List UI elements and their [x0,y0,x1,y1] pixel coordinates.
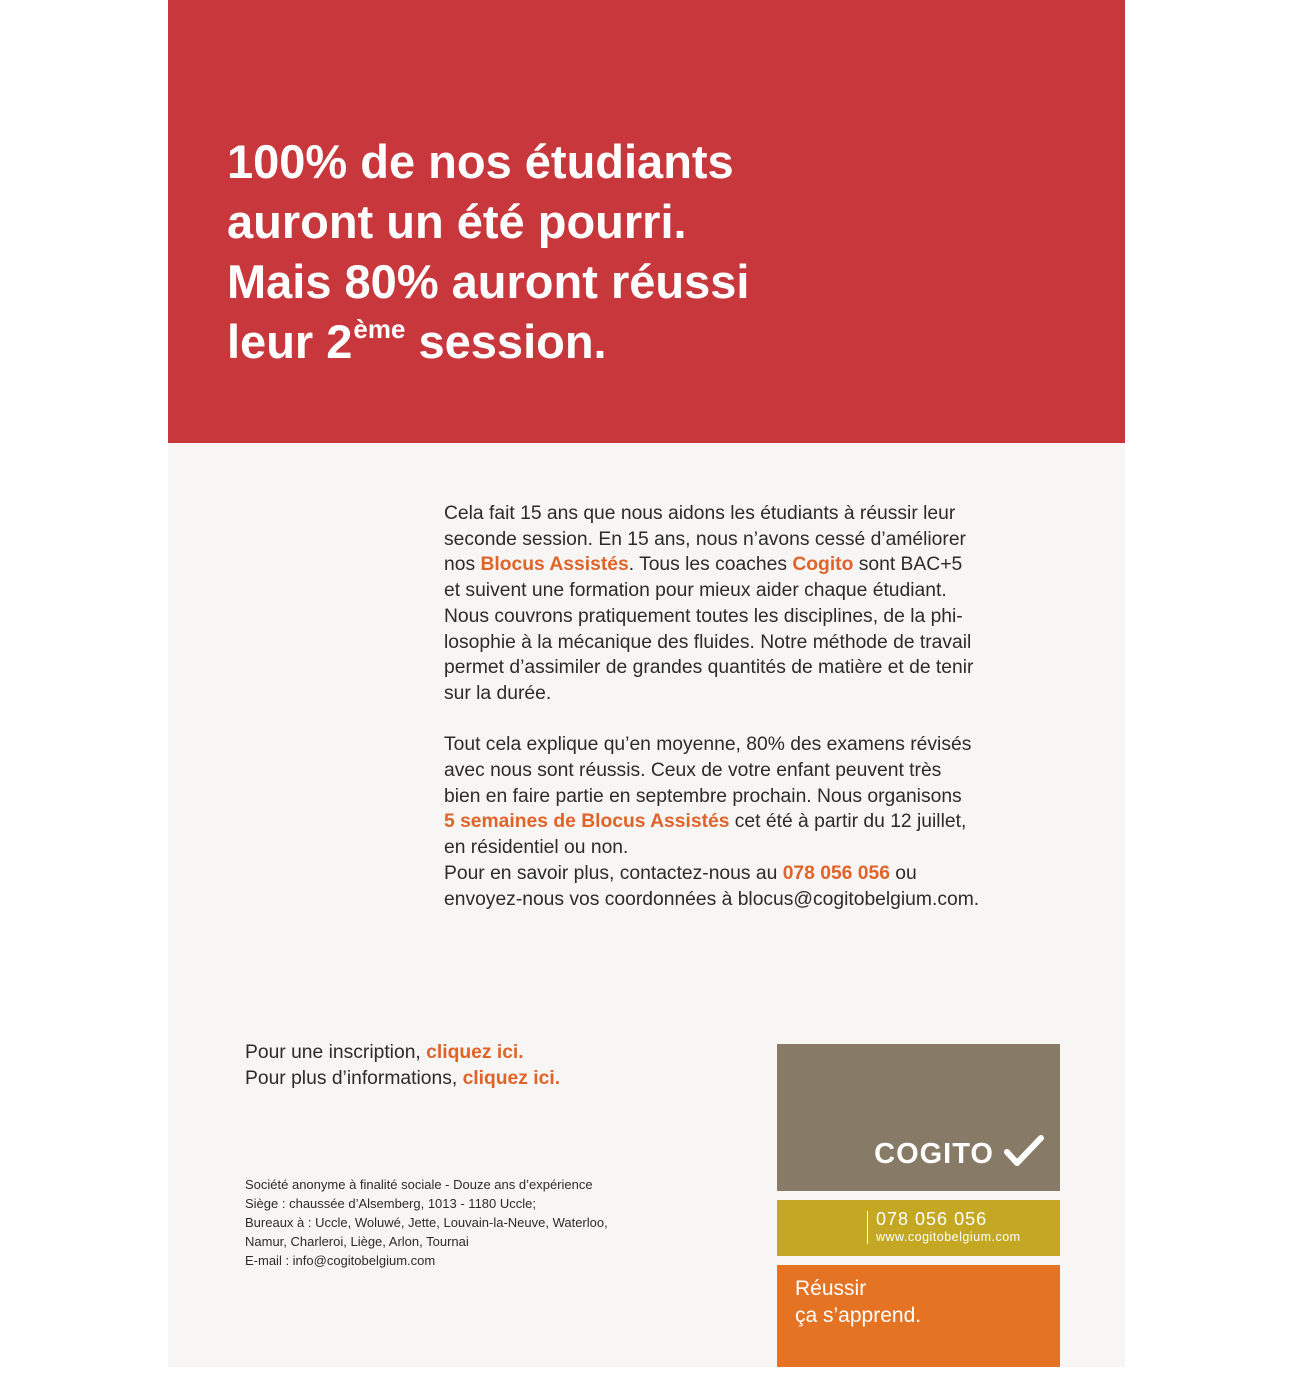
contact-divider [867,1211,868,1244]
body-p1-line-7: permet d’assimiler de grandes quantités de matière et de tenir [444,657,974,679]
contact-website: www.cogitobelgium.com [876,1230,1021,1244]
body-p1-line-5: Nous couvrons pratiquement toutes les disciplines, de la phi- [444,605,963,627]
body-p2-line-3: bien en faire partie en septembre prochain. Nous organisons [444,785,962,807]
body-text [444,501,1064,912]
slogan-line-2: ça s’apprend. [795,1304,922,1327]
body-p2-line-2: avec nous sont réussis. Ceux de votre enfant peuvent très [444,760,942,782]
slogan-box [777,1265,1060,1367]
headline-line-4-end: session. [405,315,607,368]
company-info-line-1: Société anonyme à finalité sociale - Douze ans d’expérience [245,1177,593,1192]
information-link[interactable]: cliquez ici. [462,1068,561,1089]
company-info-line-3: Bureaux à : Uccle, Woluwé, Jette, Louvain-la-Neuve, Waterloo, [245,1215,608,1230]
hero-banner [168,0,1125,443]
body-p2-line-4 [444,809,1064,835]
body-p1-line-1: Cela fait 15 ans que nous aidons les étudiants à réussir leur [444,503,956,524]
body-paragraph-1 [444,501,1064,707]
brand-name: COGITO [874,1138,994,1170]
headline-superscript: ème [353,314,406,344]
logo-box [777,1044,1060,1191]
body-p1-line-2: seconde session. En 15 ans, nous n’avons cessé d’améliorer [444,528,966,550]
company-info-line-2: Siège : chaussée d’Alsemberg, 1013 - 1180 Uccle; [245,1196,536,1211]
information-label: Pour plus d’informations, [245,1068,463,1089]
highlight-blocus-assistes: Blocus Assistés [480,554,629,576]
check-icon [1004,1135,1044,1167]
headline-line-3: Mais 80% auront réussi [227,255,750,308]
body-p1-line-3-b: . Tous les coaches [628,554,793,576]
body-p1-line-4: et suivent une formation pour mieux aider chaque étudiant. [444,580,947,602]
body-p1-line-8: sur la durée. [444,682,552,704]
highlight-cogito: Cogito [792,554,854,576]
body-p2-line-6-b: ou [889,862,917,884]
company-info-line-5: E-mail : info@cogitobelgium.com [245,1253,436,1268]
headline [227,132,749,379]
inscription-label: Pour une inscription, [245,1042,427,1063]
inscription-row [245,1040,560,1066]
body-p2-line-4-b: cet été à partir du 12 juillet, [729,811,967,833]
highlight-phone: 078 056 056 [782,862,890,884]
headline-line-4 [227,312,749,379]
slogan-line-1: Réussir [795,1277,867,1300]
contact-phone: 078 056 056 [876,1209,988,1229]
headline-line-4-start: leur 2 [227,315,353,368]
body-paragraph-2 [444,732,1064,912]
body-p1-line-6: losophie à la mécanique des fluides. Notre méthode de travail [444,631,972,653]
body-p1-line-3-a: nos [444,554,481,576]
body-p2-line-6-a: Pour en savoir plus, contactez-nous au [444,862,783,884]
highlight-5-semaines: 5 semaines de Blocus Assistés [444,811,730,833]
company-info-line-4: Namur, Charleroi, Liège, Arlon, Tournai [245,1234,469,1249]
body-p1-line-3-c: sont BAC+5 [853,554,963,576]
contact-box [777,1200,1060,1256]
company-info [245,1175,608,1270]
slogan-text [795,1275,921,1329]
inscription-link[interactable]: cliquez ici. [426,1042,524,1063]
body-p2-line-1: Tout cela explique qu’en moyenne, 80% des examens révisés [444,734,972,756]
body-p2-line-5: en résidentiel ou non. [444,837,629,859]
headline-line-1: 100% de nos étudiants [227,135,734,188]
headline-line-2: auront un été pourri. [227,195,687,248]
body-p2-line-7: envoyez-nous vos coordonnées à blocus@cogitobelgium.com. [444,888,980,910]
advertisement-page [168,0,1125,1367]
body-p2-line-6 [444,861,1064,887]
body-p1-line-3 [444,552,1064,578]
action-links [245,1040,560,1092]
information-row [245,1066,560,1092]
